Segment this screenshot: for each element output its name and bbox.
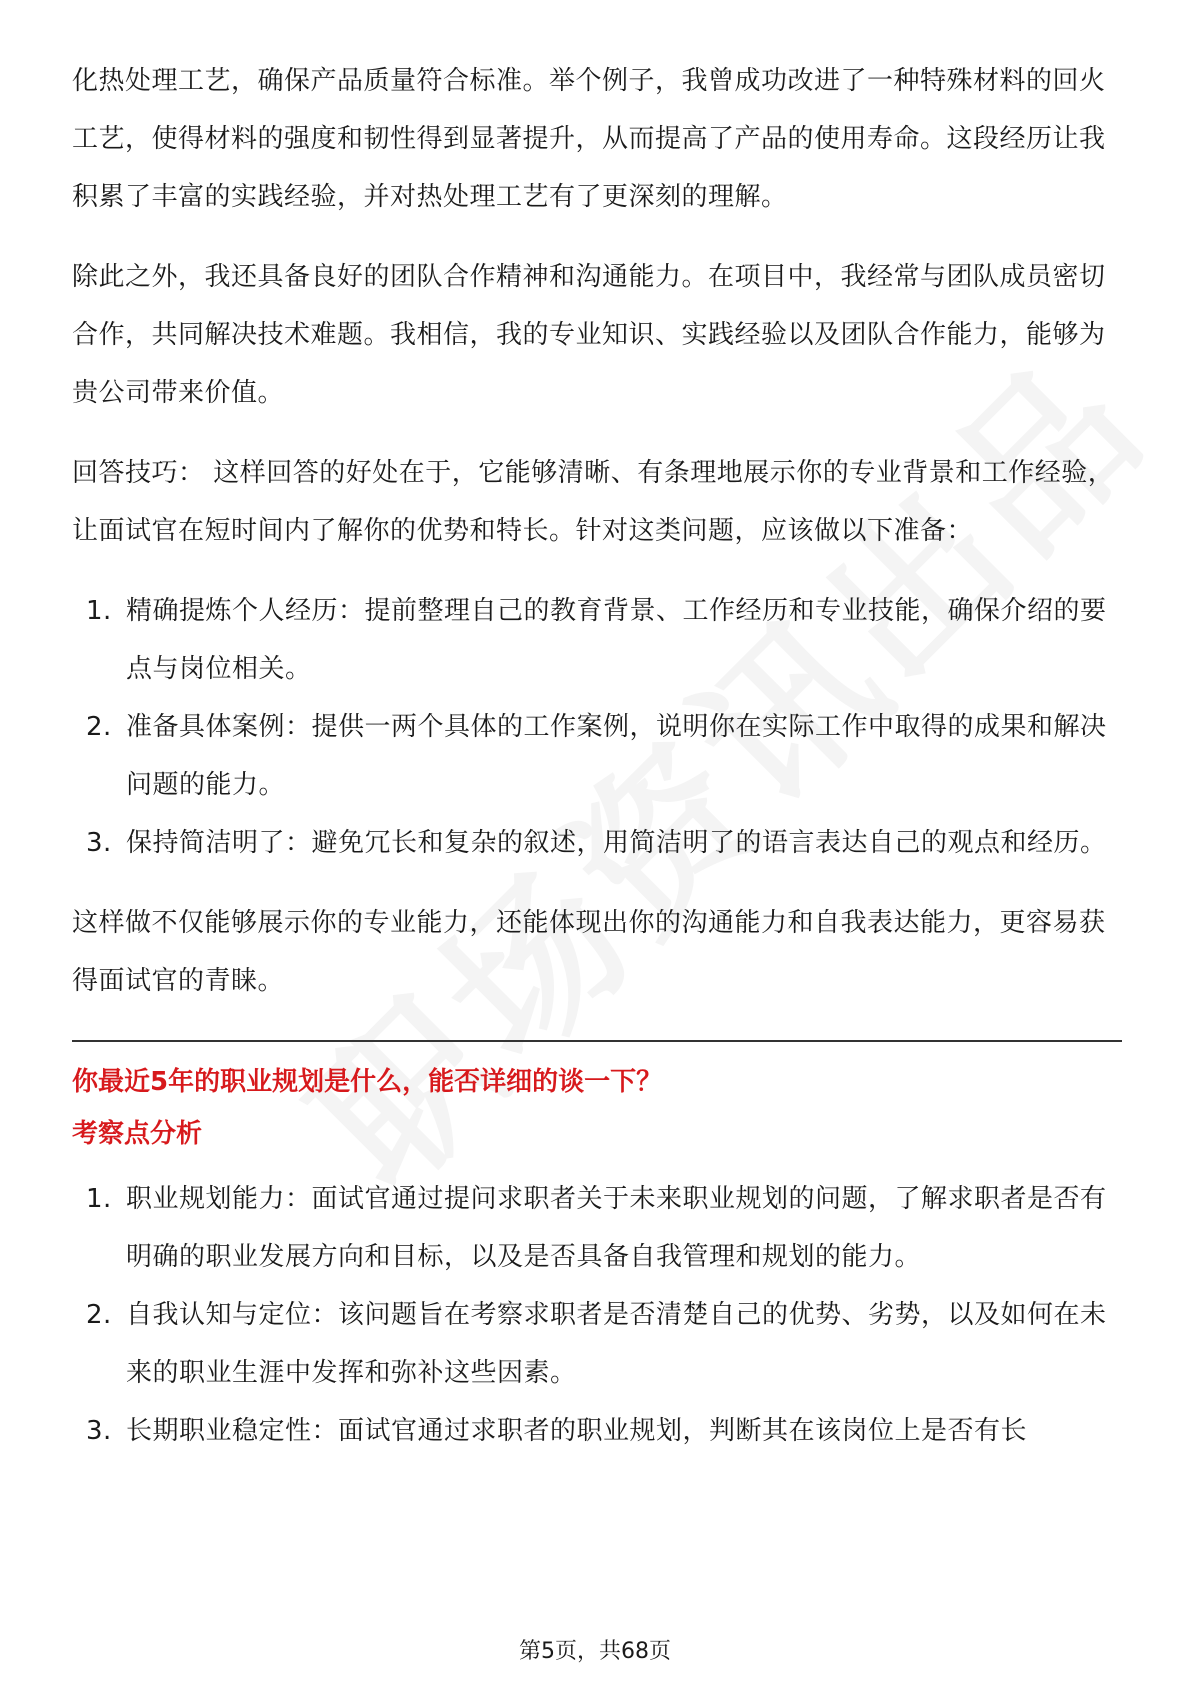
list-text: 保持简洁明了：避免冗长和复杂的叙述，用简洁明了的语言表达自己的观点和经历。 <box>126 828 1107 858</box>
document-body <box>72 52 1122 1460</box>
paragraph-4: 这样做不仅能够展示你的专业能力，还能体现出你的沟通能力和自我表达能力，更容易获得面试官的青睐。 <box>72 908 1106 996</box>
list-number: 2. <box>86 1300 112 1330</box>
list-number: 2. <box>86 712 112 742</box>
list-text: 自我认知与定位：该问题旨在考察求职者是否清楚自己的优势、劣势，以及如何在未来的职业生涯中发挥和弥补这些因素。 <box>126 1300 1107 1388</box>
list-item <box>72 698 1122 814</box>
list-item <box>72 1402 1122 1460</box>
paragraph-2: 除此之外，我还具备良好的团队合作精神和沟通能力。在项目中，我经常与团队成员密切合作，共同解决技术难题。我相信，我的专业知识、实践经验以及团队合作能力，能够为贵公司带来价值。 <box>72 262 1106 408</box>
paragraph-1: 化热处理工艺，确保产品质量符合标准。举个例子，我曾成功改进了一种特殊材料的回火工艺，使得材料的强度和韧性得到显著提升，从而提高了产品的使用寿命。这段经历让我积累了丰富的实践经验，并对热处理工艺有了更深刻的理解。 <box>72 66 1106 212</box>
analysis-subheading: 考察点分析 <box>72 1119 203 1149</box>
list-text: 长期职业稳定性：面试官通过求职者的职业规划，判断其在该岗位上是否有长 <box>126 1416 1028 1446</box>
answer-tips-paragraph: 回答技巧： 这样回答的好处在于，它能够清晰、有条理地展示你的专业背景和工作经验，让面试官在短时间内了解你的优势和特长。针对这类问题，应该做以下准备： <box>72 458 1115 546</box>
list-text: 准备具体案例：提供一两个具体的工作案例，说明你在实际工作中取得的成果和解决问题的能力。 <box>126 712 1107 800</box>
list-number: 3. <box>86 1416 112 1446</box>
list-text: 精确提炼个人经历：提前整理自己的教育背景、工作经历和专业技能，确保介绍的要点与岗位相关。 <box>126 596 1107 684</box>
list-number: 1. <box>86 1184 112 1214</box>
tips-list <box>72 582 1122 872</box>
page-footer: 第5页，共68页 <box>519 1639 671 1664</box>
list-item <box>72 1286 1122 1402</box>
question-heading: 你最近5年的职业规划是什么，能否详细的谈一下？ <box>72 1067 663 1097</box>
list-text: 职业规划能力：面试官通过提问求职者关于未来职业规划的问题，了解求职者是否有明确的职业发展方向和目标，以及是否具备自我管理和规划的能力。 <box>126 1184 1107 1272</box>
points-list <box>72 1170 1122 1460</box>
list-number: 1. <box>86 596 112 626</box>
list-item <box>72 814 1122 872</box>
list-number: 3. <box>86 828 112 858</box>
list-item <box>72 1170 1122 1286</box>
section-divider <box>72 1040 1122 1042</box>
list-item <box>72 582 1122 698</box>
